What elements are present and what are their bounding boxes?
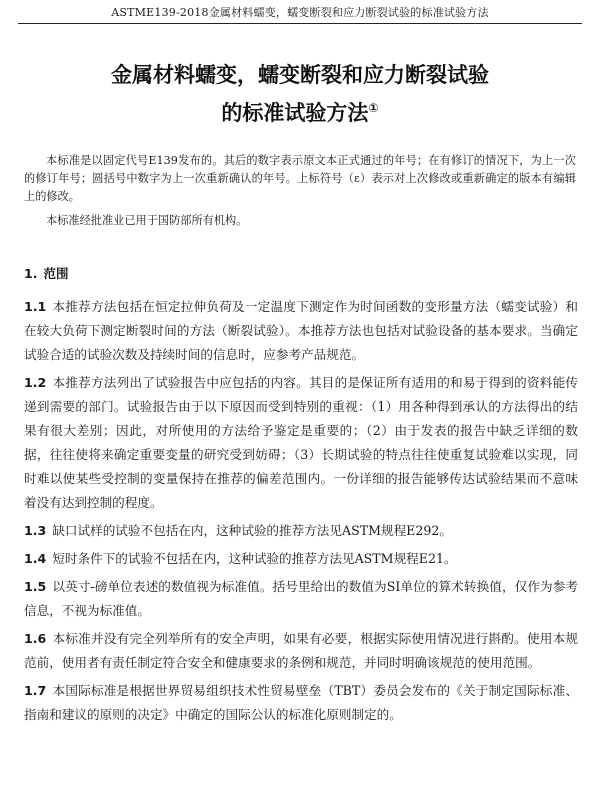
clause-number: 1.4: [24, 551, 47, 566]
title-line-2: [0, 94, 600, 132]
clause-1-5: [24, 575, 578, 623]
scope-clauses: [24, 295, 578, 731]
document-title: [0, 56, 600, 132]
clause-1-6: [24, 627, 578, 675]
clause-number: 1.1: [24, 299, 47, 314]
clause-text: 本标准并没有完全列举所有的安全声明，如果有必要，根据实际使用情况进行斟酌。使用本规范前，使用者有责任制定符合安全和健康要求的条例和规范，并同时明确该规范的使用范围。: [24, 631, 578, 670]
clause-1-7: [24, 679, 578, 727]
title-footnote-mark: ①: [368, 101, 379, 115]
section-heading-scope: [24, 265, 68, 283]
title-line-2-text: 的标准试验方法: [221, 101, 369, 125]
clause-text: 缺口试样的试验不包括在内，这种试验的推荐方法见ASTM规程E292。: [52, 523, 452, 538]
running-header: ASTME139-2018金属材料蠕变，蠕变断裂和应力断裂试验的标准试验方法: [18, 6, 582, 24]
clause-1-1: [24, 295, 578, 367]
clause-text: 短时条件下的试验不包括在内，这种试验的推荐方法见ASTM规程E21。: [52, 551, 457, 566]
intro-paragraph-1: 本标准是以固定代号E139发布的。其后的数字表示原文本正式通过的年号；在有修订的情况下，为上一次的修订年号；圆括号中数字为上一次重新确认的年号。上标符号（ε）表示对上次修改或重新确定的版本有编辑上的修改。: [24, 154, 576, 203]
intro-paragraph-2: 本标准经批准业已用于国防部所有机构。: [46, 214, 248, 227]
clause-text: 本推荐方法包括在恒定拉伸负荷及一定温度下测定作为时间函数的变形量方法（蠕变试验）和在较大负荷下测定断裂时间的方法（断裂试验）。本推荐方法也包括对试验设备的基本要求。当确定试验合适的试验次数及持续时间的信息时，应参考产品规范。: [24, 299, 578, 362]
clause-1-3: [24, 519, 578, 543]
section-title: 范围: [43, 266, 69, 281]
title-line-1: 金属材料蠕变，蠕变断裂和应力断裂试验: [111, 63, 489, 87]
clause-1-2: [24, 371, 578, 515]
clause-number: 1.6: [24, 631, 47, 646]
intro-notes: [24, 152, 576, 230]
clause-text: 本国际标准是根据世界贸易组织技术性贸易壁垒（TBT）委员会发布的《关于制定国际标准、指南和建议的原则的决定》中确定的国际公认的标准化原则制定的。: [24, 683, 578, 722]
clause-text: 以英寸-磅单位表述的数值视为标准值。括号里给出的数值为SI单位的算术转换值，仅作为参考信息，不视为标准值。: [24, 579, 578, 618]
clause-number: 1.7: [24, 683, 47, 698]
clause-number: 1.5: [24, 579, 47, 594]
clause-number: 1.3: [24, 523, 47, 538]
section-number: 1.: [24, 266, 38, 281]
clause-1-4: [24, 547, 578, 571]
clause-text: 本推荐方法列出了试验报告中应包括的内容。其目的是保证所有适用的和易于得到的资料能传递到需要的部门。试验报告由于以下原因而受到特别的重视：（1）用各种得到承认的方法得出的结果有很大差别；因此，对所使用的方法给予鉴定是重要的；（2）由于发表的报告中缺乏详细的数据，往往使将来确定重要变量的研究受到妨碍；（3）长期试验的特点往往使重复试验难以实现，同时难以使某些受控制的变量保持在推荐的偏差范围内。一份详细的报告能够传达试验结果而不意味着没有达到控制的程度。: [24, 375, 578, 510]
clause-number: 1.2: [24, 375, 47, 390]
